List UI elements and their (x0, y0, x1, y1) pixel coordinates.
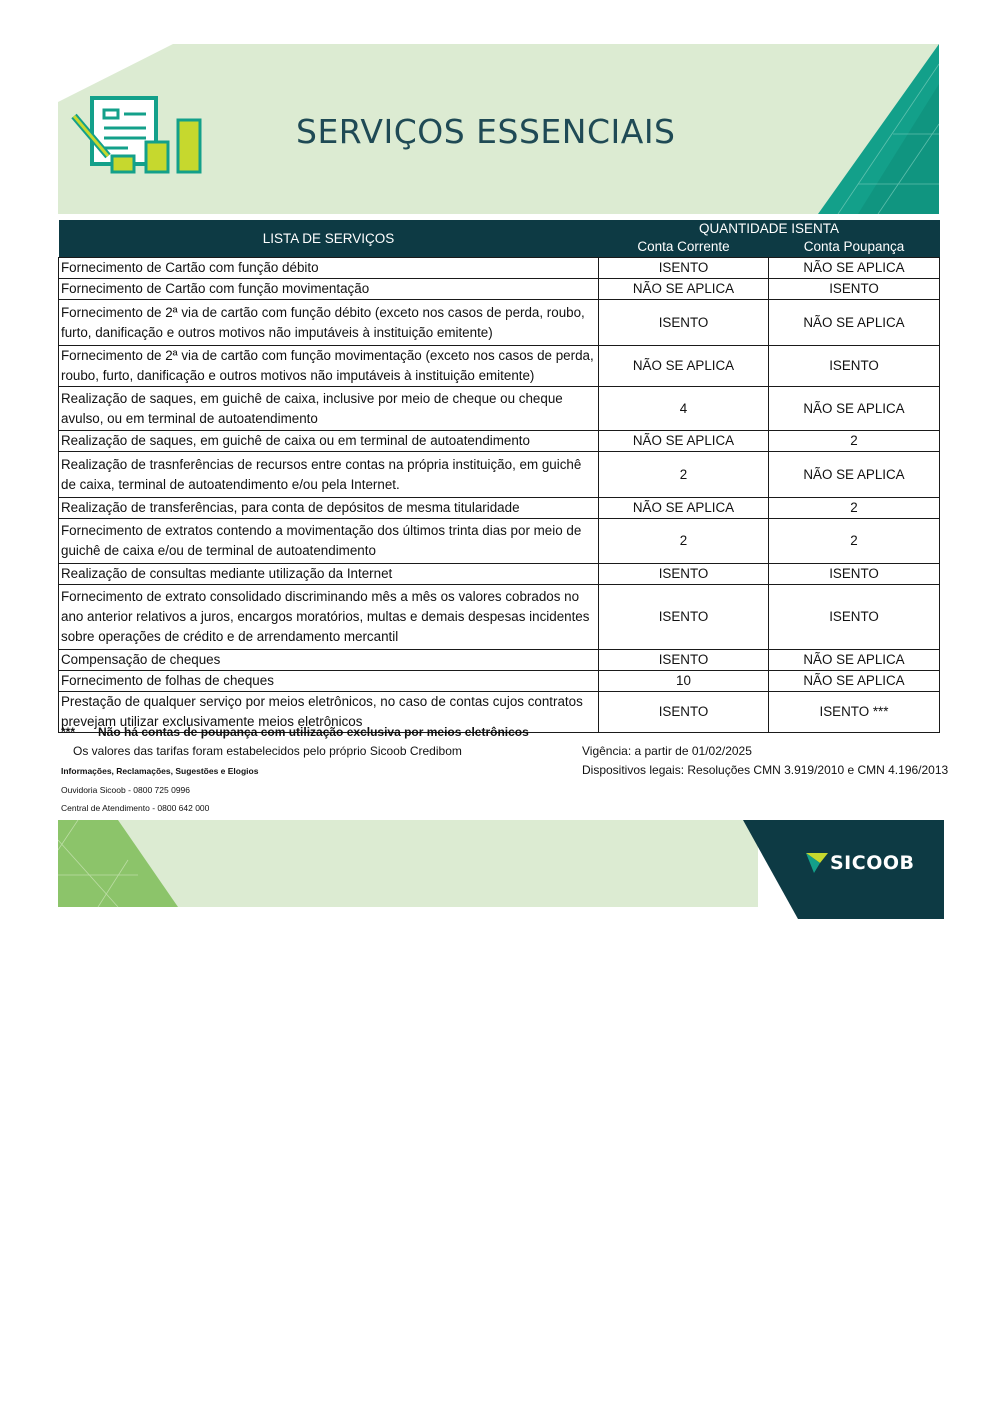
document-chart-icon (68, 94, 208, 176)
poupanca-cell: NÃO SE APLICA (769, 650, 940, 671)
service-cell: Realização de trasnferências de recursos entre contas na própria instituição, em guichê de caixa, terminal de autoatendimento e/ou pela Internet. (59, 452, 599, 498)
vigencia-text: Vigência: a partir de 01/02/2025 (582, 744, 752, 758)
poupanca-cell: NÃO SE APLICA (769, 452, 940, 498)
poupanca-cell: 2 (769, 519, 940, 564)
footnote (61, 725, 529, 739)
corrente-cell: ISENTO (599, 692, 769, 733)
poupanca-cell: 2 (769, 498, 940, 519)
service-cell: Prestação de qualquer serviço por meios eletrônicos, no caso de contas cujos contratos prevejam utilizar exclusivamente meios eletrônicos (59, 692, 599, 733)
service-cell: Fornecimento de Cartão com função débito (59, 258, 599, 279)
sicoob-logo-icon (806, 853, 828, 873)
service-cell: Fornecimento de folhas de cheques (59, 671, 599, 692)
poupanca-cell: ISENTO (769, 279, 940, 300)
table-row (59, 671, 940, 692)
table-row (59, 279, 940, 300)
service-cell: Fornecimento de 2ª via de cartão com função débito (exceto nos casos de perda, roubo, furto, danificação e outros motivos não imputáveis à instituição emitente) (59, 300, 599, 346)
poupanca-cell: 2 (769, 431, 940, 452)
corrente-cell: 10 (599, 671, 769, 692)
table-row (59, 346, 940, 387)
corrente-cell: ISENTO (599, 585, 769, 650)
col-header-quantity-label: QUANTIDADE ISENTA (698, 221, 840, 236)
page-title: SERVIÇOS ESSENCIAIS (296, 112, 676, 151)
corrente-cell: NÃO SE APLICA (599, 279, 769, 300)
corrente-cell: ISENTO (599, 564, 769, 585)
corrente-cell: ISENTO (599, 300, 769, 346)
services-table (58, 220, 940, 733)
poupanca-cell: NÃO SE APLICA (769, 387, 940, 431)
footnote-text: Não há contas de poupança com utilização exclusiva por meios eletrônicos (98, 725, 529, 739)
poupanca-cell: ISENTO (769, 564, 940, 585)
poupanca-cell: NÃO SE APLICA (769, 671, 940, 692)
table-row (59, 498, 940, 519)
col-header-corrente: Conta Corrente (637, 239, 730, 254)
table-row (59, 519, 940, 564)
sicoob-logo-text: SICOOB (830, 852, 915, 874)
corrente-cell: NÃO SE APLICA (599, 431, 769, 452)
service-cell: Realização de transferências, para conta de depósitos de mesma titularidade (59, 498, 599, 519)
service-cell: Compensação de cheques (59, 650, 599, 671)
poupanca-cell: ISENTO *** (769, 692, 940, 733)
contact-heading: Informações, Reclamações, Sugestões e Elogios (61, 766, 259, 776)
table-body (59, 258, 940, 733)
central-text: Central de Atendimento - 0800 642 000 (61, 803, 210, 813)
table-row (59, 387, 940, 431)
corrente-cell: ISENTO (599, 258, 769, 279)
service-cell: Fornecimento de extratos contendo a movimentação dos últimos trinta dias por meio de guichê de caixa e/ou de terminal de autoatendimento (59, 519, 599, 564)
poupanca-cell: NÃO SE APLICA (769, 300, 940, 346)
sicoob-logo (806, 852, 914, 874)
corrente-cell: ISENTO (599, 650, 769, 671)
service-cell: Fornecimento de 2ª via de cartão com função movimentação (exceto nos casos de perda, roubo, furto, danificação e outros motivos não imputáveis à instituição emitente) (59, 346, 599, 387)
table-row (59, 300, 940, 346)
ouvidoria-text: Ouvidoria Sicoob - 0800 725 0996 (61, 785, 191, 795)
poupanca-cell: NÃO SE APLICA (769, 258, 940, 279)
corrente-cell: 2 (599, 519, 769, 564)
footnote-mark: *** (61, 725, 76, 739)
poupanca-cell: ISENTO (769, 346, 940, 387)
table-row (59, 452, 940, 498)
col-header-services-label: LISTA DE SERVIÇOS (262, 231, 395, 246)
corrente-cell: NÃO SE APLICA (599, 346, 769, 387)
service-cell: Fornecimento de Cartão com função movimentação (59, 279, 599, 300)
col-header-services (59, 220, 599, 258)
table-row (59, 258, 940, 279)
corrente-cell: 4 (599, 387, 769, 431)
poupanca-cell: ISENTO (769, 585, 940, 650)
table-row (59, 564, 940, 585)
tariffs-note: Os valores das tarifas foram estabelecidos pelo próprio Sicoob Credibom (73, 744, 462, 758)
col-header-quantity-group (599, 220, 940, 258)
service-cell: Fornecimento de extrato consolidado discriminando mês a mês os valores cobrados no ano anterior relativos a juros, encargos moratórios, multas e demais despesas incidentes sobre operações de crédito e de arrendamento mercantil (59, 585, 599, 650)
table-row (59, 431, 940, 452)
legal-text: Dispositivos legais: Resoluções CMN 3.919/2010 e CMN 4.196/2013 (582, 763, 949, 777)
col-header-poupanca: Conta Poupança (803, 239, 905, 254)
service-cell: Realização de saques, em guichê de caixa, inclusive por meio de cheque ou cheque avulso, ou em terminal de autoatendimento (59, 387, 599, 431)
corrente-cell: NÃO SE APLICA (599, 498, 769, 519)
service-cell: Realização de consultas mediante utilização da Internet (59, 564, 599, 585)
service-cell: Realização de saques, em guichê de caixa ou em terminal de autoatendimento (59, 431, 599, 452)
table-row (59, 650, 940, 671)
table-row (59, 585, 940, 650)
corrente-cell: 2 (599, 452, 769, 498)
